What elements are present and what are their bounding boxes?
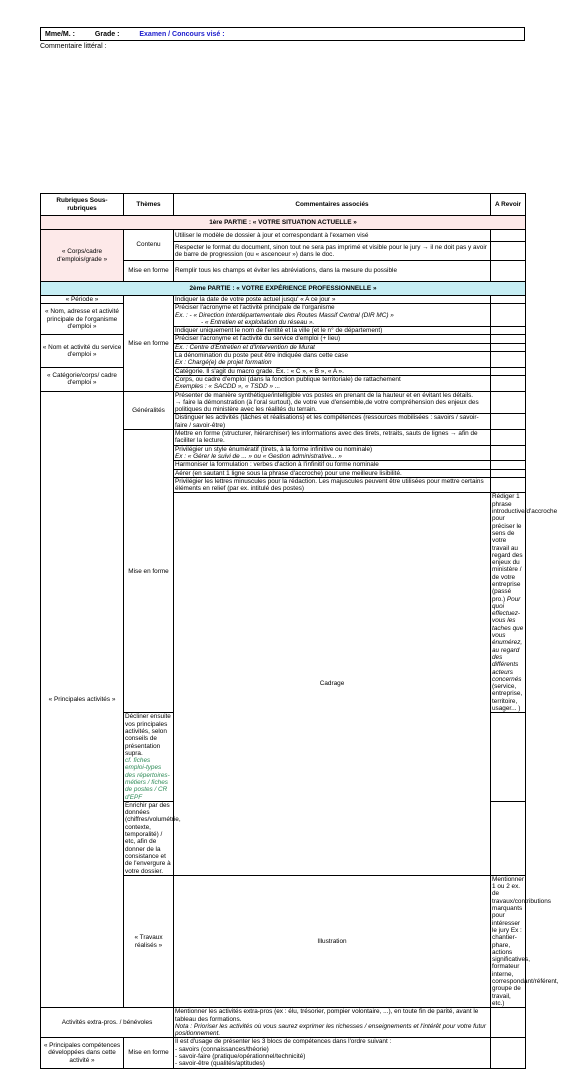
table-row (41, 296, 526, 304)
comment-line: Rédiger 1 phrase introductive/d'accroche pour préciser le sens de votre travail au regard des enjeux du ministère / de votre entreprise (passé pro.) (492, 493, 558, 603)
comment-cell (174, 1038, 491, 1068)
table-row (41, 1008, 526, 1038)
comment-line: - savoir-faire (pratique/opérationnel/technicité) (175, 1052, 306, 1060)
comment-line: Mentionner les activités extra-pros (ex : élu, trésorier, pompier volontaire, ...), en toute fin de parité, avant le tableau des formations. (175, 1008, 479, 1023)
revoir-cell[interactable] (491, 414, 526, 430)
comment-cell: Indiquer uniquement le nom de l'entité et la ville (et le n° de département) (174, 327, 491, 335)
comment-cell: Enrichir par des données (chiffres/volumétrie, contexte, temporalité) / etc, afin de donner de la consistance et de l'envergure à votre dossier. (125, 801, 181, 875)
rubric-competences: « Principales compétences développées dans cette activité » (41, 1038, 124, 1068)
revoir-cell[interactable] (491, 430, 526, 446)
comment-reference: cf. fiches emploi-types des répertoires-métiers / fiches de postes / CR d'EPF (125, 757, 170, 801)
comment-line: Corps, ou cadre d'emploi (dans la fonction publique territoriale) de rattachement (175, 375, 401, 383)
theme-mise-en-forme: Mise en forme (124, 261, 174, 282)
table-header-row (41, 194, 526, 216)
header-rubriques: Rubriques Sous-rubriques (41, 194, 124, 216)
table-row (41, 1038, 526, 1068)
rubric-periode: « Période » (41, 296, 124, 304)
comment-cell (174, 445, 491, 461)
comment-cell (174, 304, 491, 327)
comment-cell (174, 352, 491, 368)
theme-cadrage: Cadrage (174, 493, 491, 875)
comment-cell: Remplir tous les champs et éviter les abréviations, dans la mesure du possible (174, 261, 491, 282)
header-themes: Thèmes (124, 194, 174, 216)
comment-emphasis: Pour quoi effectuez-vous les taches que vous énumérez, au regard des différents acteurs concernés (492, 595, 524, 683)
revoir-cell[interactable] (491, 445, 526, 461)
revoir-cell[interactable] (491, 352, 526, 368)
comment-example: Ex : « Gérer le suivi de ... » ou « Gestion administrative... » (175, 452, 342, 460)
comment-line: - savoir-être (qualités/aptitudes) (175, 1060, 265, 1068)
revoir-cell[interactable] (491, 1008, 526, 1038)
header-revoir: A Revoir (491, 194, 526, 216)
revoir-cell[interactable] (491, 375, 526, 391)
exam-label: Examen / Concours visé : (139, 31, 225, 38)
revoir-cell[interactable] (491, 367, 526, 375)
theme-mise-en-forme: Mise en forme (124, 296, 174, 392)
revoir-cell[interactable] (491, 230, 526, 242)
comment-cell (174, 391, 491, 414)
revoir-cell[interactable] (491, 327, 526, 335)
comment-line: Il est d'usage de présenter les 3 blocs de compétences dans l'ordre suivant : (175, 1038, 392, 1046)
comment-line: Préciser l'acronyme et l'activité principale de l'organisme (175, 304, 335, 312)
comment-cell: Distinguer les activités (tâches et réalisations) et les compétences (ressources mobilisées : savoirs / savoir-faire / savoir-être) (174, 414, 491, 430)
revoir-cell[interactable] (491, 391, 526, 414)
part1-title: 1ère PARTIE : « VOTRE SITUATION ACTUELLE » (41, 216, 526, 230)
comment-note: Nota : Prioriser les activités où vous saurez exprimer les richesses / enseignements et l'intérêt pour votre futur positionnement. (175, 1022, 486, 1038)
comment-example: - « Entretien et exploitation du réseau ». (201, 318, 315, 326)
rubric-extra-pros: Activités extra-pros. / bénévoles (41, 1008, 174, 1038)
revoir-cell[interactable] (491, 1038, 526, 1068)
table-row (41, 367, 526, 375)
comment-example: Ex : Chargé(e) de projet formation (175, 359, 272, 367)
theme-mise-en-forme-3: Mise en forme (124, 1038, 174, 1068)
comment-cell (174, 375, 491, 391)
part1-title-row (41, 216, 526, 230)
grade-label: Grade : (94, 31, 120, 38)
revoir-cell[interactable] (491, 713, 526, 802)
revoir-cell[interactable] (491, 296, 526, 304)
revoir-cell[interactable] (491, 461, 526, 469)
rubric-travaux: « Travaux réalisés » (124, 875, 174, 1007)
comment-cell: Respecter le format du document, sinon tout ne sera pas imprimé et visible pour le jury → il ne doit pas y avoir de barre de progression (ou « ascenceur ») dans le doc. (174, 242, 491, 261)
revoir-cell[interactable] (491, 469, 526, 477)
revoir-cell[interactable] (491, 304, 526, 327)
theme-generalites: Généralités (124, 391, 174, 429)
comment-cell: Mettre en forme (structurer, hiérarchiser) les informations avec des tirets, retraits, sauts de lignes → afin de faciliter la lecture. (174, 430, 491, 446)
comment-cell (124, 713, 174, 802)
rubric-principales: « Principales activités » (41, 391, 124, 1008)
rubric-nom-adresse: « Nom, adresse et activité principale de l'organisme d'emploi » (41, 304, 124, 335)
mme-label: Mme/M. : (45, 31, 75, 38)
comment-line: Décliner ensuite vos principales activités, selon conseils de présentation supra. (125, 713, 171, 757)
table-row (41, 230, 526, 242)
comment-line: La dénomination du poste peut être indiquée dans cette case (175, 352, 349, 360)
part2-title: 2ème PARTIE : « VOTRE EXPÉRIENCE PROFESSIONNELLE » (41, 282, 526, 296)
comment-cell: Utiliser le modèle de dossier à jour et correspondant à l'examen visé (174, 230, 491, 242)
theme-contenu: Contenu (124, 230, 174, 261)
theme-mise-en-forme-2: Mise en forme (124, 430, 174, 713)
comment-cell: Préciser l'acronyme et l'activité du service d'emploi (+ lieu) (174, 335, 491, 343)
comment-cell: Harmoniser la formulation : verbes d'action à l'infinitif ou forme nominale (174, 461, 491, 469)
comment-cell: Mentionner 1 ou 2 ex. de travaux/contributions marquants pour intéresser le jury Ex : chantier-phare, actions significatives, formateur interne, correspondant/référent, groupe de travail, etc.) (492, 875, 559, 1007)
table-row (41, 335, 526, 343)
comment-line: Privilégier un style énumératif (tirets, à la forme infinitive ou nominale) (175, 445, 373, 453)
revoir-cell[interactable] (491, 242, 526, 261)
comment-example: Ex. : - « Direction Interdépartementale des Routes Massif Central (DIR MC) » (175, 311, 394, 319)
table-row (41, 304, 526, 327)
comment-line: → faire la démonstration (à l'oral surtout), de votre vue d'ensemble,de votre compréhension des enjeux des politiques du ministère avec les réalités du terrain. (175, 398, 479, 414)
comment-cell (491, 493, 558, 713)
comment-cell: Indiquer la date de votre poste actuel jusqu' « A ce jour » (174, 296, 491, 304)
identity-header (40, 27, 525, 41)
comment-cell: Ex. : Centre d'Entretien et d'Intervention de Murat (174, 343, 491, 351)
rubric-corps: « Corps/cadre d'emplois/grade » (41, 230, 124, 282)
revoir-cell[interactable] (491, 261, 526, 282)
comment-cell: Aérer (en sautant 1 ligne sous la phrase d'accroche) pour une meilleure lisibilité. (174, 469, 491, 477)
comment-line: Présenter de manière synthétique/intelligible vos postes en prenant de la hauteur et en évitant les détails. (175, 391, 474, 399)
evaluation-table (40, 193, 559, 1069)
theme-illustration: Illustration (174, 875, 491, 1007)
table-row (41, 391, 526, 414)
part2-title-row (41, 282, 526, 296)
header-comments: Commentaires associés (174, 194, 491, 216)
rubric-nom-service: « Nom et activité du service d'emploi » (41, 335, 124, 367)
rubric-categorie: « Catégorie/corps/ cadre d'emploi » (41, 367, 124, 391)
comment-example: Exemples : « SACDD », « TSDD » ... (175, 383, 281, 391)
revoir-cell[interactable] (491, 801, 526, 875)
comment-cell: Catégorie. Il s'agit du macro grade. Ex. : « C », « B », « A ». (174, 367, 491, 375)
revoir-cell[interactable] (491, 335, 526, 343)
comment-cell: Privilégier les lettres minuscules pour la rédaction. Les majuscules peuvent être utilisées pour mettre certains éléments en relief (par ex. intitulé des postes) (174, 477, 491, 493)
revoir-cell[interactable] (491, 343, 526, 351)
comment-line: (service, entreprise, territoire, usager... ) (492, 683, 523, 713)
revoir-cell[interactable] (491, 477, 526, 493)
comment-cell (174, 1008, 491, 1038)
comment-label: Commentaire littéral : (40, 43, 107, 50)
comment-line: - savoirs (connaissances/théorie) (175, 1045, 269, 1053)
